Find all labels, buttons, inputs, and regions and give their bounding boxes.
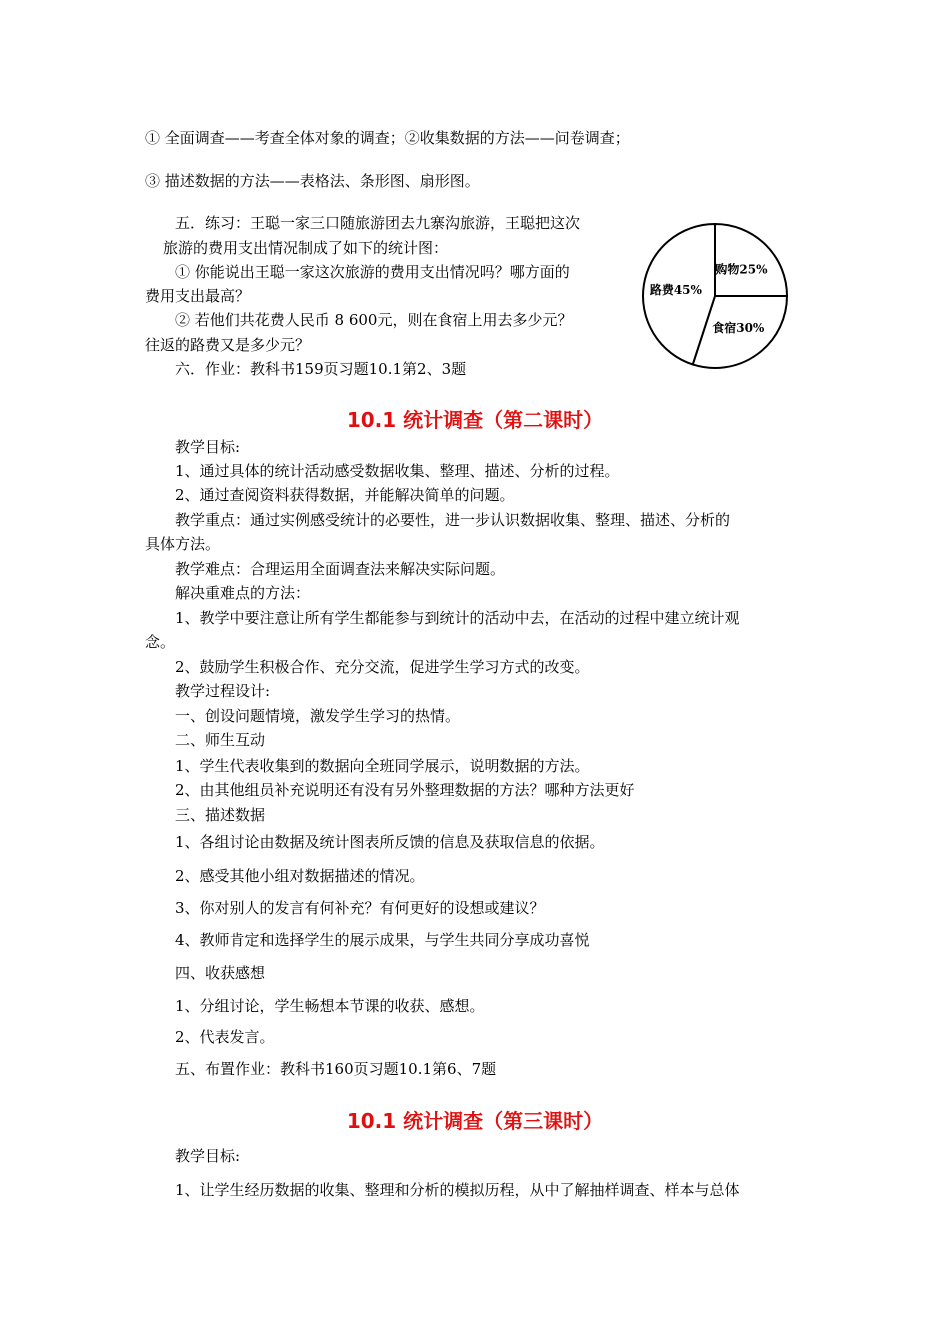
- lesson2-line-17: 1、各组讨论由数据及统计图表所反馈的信息及获取信息的依据。: [175, 833, 605, 851]
- lesson2-line-21: 四、收获感想: [175, 964, 266, 982]
- lesson2-line-18: 2、感受其他小组对数据描述的情况。: [175, 867, 425, 885]
- pie-label-1: 购物25%: [715, 262, 768, 277]
- exercise-line-3: ① 你能说出王聪一家这次旅游的费用支出情况吗？哪方面的: [175, 263, 570, 281]
- lesson2-line-8: 1、教学中要注意让所有学生都能参与到统计的活动中去，在活动的过程中建立统计观: [175, 609, 740, 627]
- lesson3-line-2: 1、让学生经历数据的收集、整理和分析的模拟历程，从中了解抽样调查、样本与总体: [175, 1181, 740, 1199]
- lesson2-line-10: 2、鼓励学生积极合作、充分交流，促进学生学习方式的改变。: [175, 658, 590, 676]
- pie-label-2: 食宿30%: [712, 321, 765, 336]
- exercise-line-5: ② 若他们共花费人民币 8 600元，则在食宿上用去多少元？: [175, 311, 573, 329]
- lesson2-line-14: 1、学生代表收集到的数据向全班同学展示，说明数据的方法。: [175, 757, 590, 775]
- lesson2-line-16: 三、描述数据: [175, 806, 266, 824]
- lesson2-line-15: 2、由其他组员补充说明还有没有另外整理数据的方法？哪种方法更好: [175, 781, 635, 799]
- lesson2-line-13: 二、师生互动: [175, 731, 266, 749]
- lesson2-line-3: 2、通过查阅资料获得数据，并能解决简单的问题。: [175, 486, 515, 504]
- exercise-line-2: 旅游的费用支出情况制成了如下的统计图：: [163, 239, 449, 257]
- pie-slice-1: [715, 224, 787, 296]
- lesson2-line-12: 一、创设问题情境，激发学生学习的热情。: [175, 707, 461, 725]
- lesson2-line-23: 2、代表发言。: [175, 1028, 275, 1046]
- lesson2-line-6: 教学难点：合理运用全面调查法来解决实际问题。: [175, 560, 506, 578]
- lesson2-line-4: 教学重点：通过实例感受统计的必要性，进一步认识数据收集、整理、描述、分析的: [175, 511, 731, 529]
- lesson3-title: 10.1 统计调查（第三课时）: [346, 1109, 604, 1133]
- exercise-line-4: 费用支出最高？: [145, 287, 251, 305]
- lesson2-line-24: 五、布置作业：教科书160页习题10.1第6、7题: [175, 1060, 497, 1078]
- lesson2-line-5: 具体方法。: [145, 535, 221, 553]
- lesson2-line-19: 3、你对别人的发言有何补充？有何更好的设想或建议？: [175, 899, 545, 917]
- lesson2-line-22: 1、分组讨论，学生畅想本节课的收获、感想。: [175, 997, 485, 1015]
- exercise-line-1: 五．练习：王聪一家三口随旅游团去九寨沟旅游，王聪把这次: [175, 214, 581, 232]
- method-line-1: ① 全面调查——考查全体对象的调查；②收集数据的方法——问卷调查；: [145, 129, 630, 147]
- expense-pie-chart: [640, 221, 790, 371]
- lesson2-line-11: 教学过程设计:: [175, 682, 271, 700]
- method-line-2: ③ 描述数据的方法——表格法、条形图、扇形图。: [145, 172, 480, 190]
- lesson2-line-2: 1、通过具体的统计活动感受数据收集、整理、描述、分析的过程。: [175, 462, 620, 480]
- pie-label-3: 路费45%: [649, 282, 702, 297]
- lesson2-line-20: 4、教师肯定和选择学生的展示成果，与学生共同分享成功喜悦: [175, 931, 590, 949]
- lesson2-title: 10.1 统计调查（第二课时）: [346, 408, 604, 432]
- lesson2-line-7: 解决重难点的方法：: [175, 584, 311, 602]
- exercise-line-7: 六．作业：教科书159页习题10.1第2、3题: [175, 360, 467, 378]
- exercise-line-6: 往返的路费又是多少元？: [145, 336, 311, 354]
- lesson3-line-1: 教学目标:: [175, 1147, 241, 1165]
- lesson2-line-9: 念。: [145, 633, 176, 651]
- lesson2-line-1: 教学目标:: [175, 438, 241, 456]
